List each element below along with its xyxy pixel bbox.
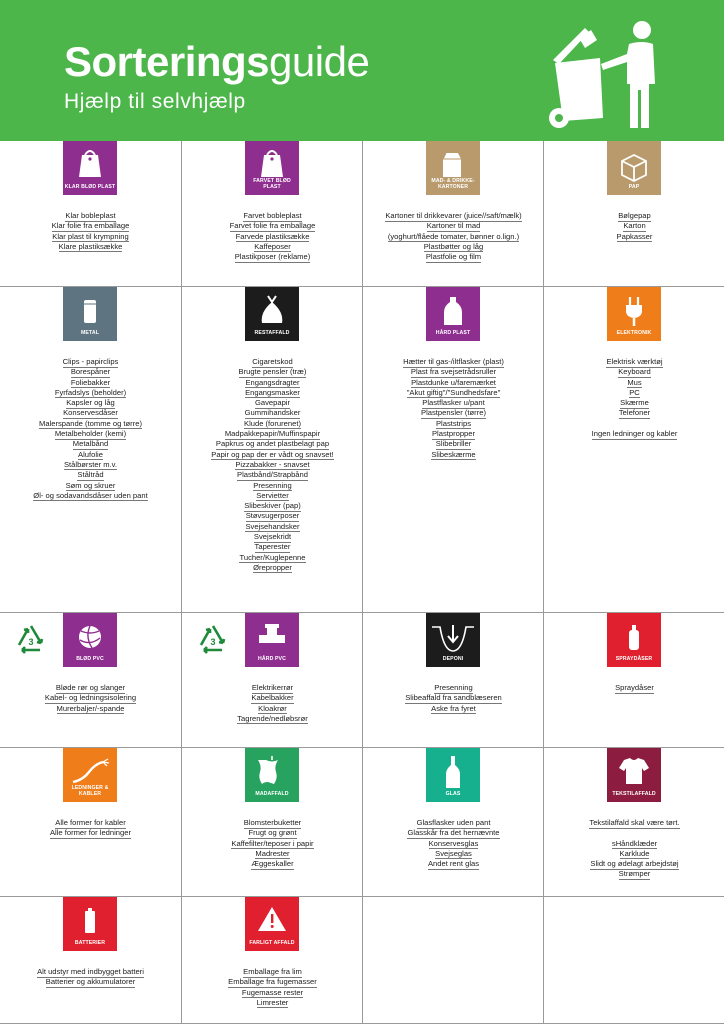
list-item: Slibeskiver (pap): [244, 501, 301, 511]
list-item: Cigaretskod: [252, 357, 293, 366]
list-item: Æggeskaller: [251, 859, 294, 869]
list-item: Fyrfadslys (beholder): [54, 387, 127, 397]
category-badge: [426, 748, 480, 802]
category-items: [182, 818, 363, 869]
category-badge: [63, 287, 117, 341]
list-item: Støvsugerposer: [245, 511, 300, 521]
list-item: Keyboard: [618, 367, 651, 377]
list-item: Klude (forurenet): [244, 418, 301, 428]
list-item: Plast fra svejsetrådsruller: [410, 367, 497, 377]
category-label: BATTERIER: [74, 940, 106, 946]
list-item: Tucher/Kuglepenne: [239, 552, 306, 562]
list-item: Plastdunke u/faremærket: [411, 377, 496, 387]
list-item: Svejseglas: [435, 848, 472, 858]
list-item: Frugt og grønt: [248, 828, 297, 838]
category-badge: [63, 748, 117, 802]
recycle-code-icon: [196, 623, 230, 657]
category-label: HÅRD PVC: [258, 656, 286, 662]
list-item: Plastpensler (tørre): [421, 408, 486, 418]
list-item: Klar bobleplast: [65, 211, 116, 220]
list-item: Strømper: [618, 869, 651, 879]
category-badge: [245, 613, 299, 667]
category-cell: [181, 287, 362, 612]
category-items: [363, 211, 544, 262]
category-label: PAP: [628, 184, 640, 190]
category-badge: [63, 897, 117, 951]
list-item: Servietter: [256, 490, 289, 500]
list-item: Alle former for kabler: [55, 818, 126, 827]
list-item: Elektrisk værktøj: [606, 357, 663, 366]
category-label: KLAR BLØD PLAST: [64, 184, 116, 190]
category-label: FARVET BLØD PLAST: [253, 178, 291, 190]
category-label: TEKSTILAFFALD: [612, 791, 656, 797]
list-item: Brugte pensler (træ): [238, 367, 307, 377]
recycle-code-icon: [14, 623, 48, 657]
list-item: Borespåner: [70, 367, 111, 377]
list-item: Søm og skruer: [65, 480, 116, 490]
list-item: Farvet folie fra emballage: [229, 221, 316, 231]
list-item: Bølgepap: [618, 211, 651, 220]
category-items: [0, 211, 181, 252]
category-cell: [0, 141, 181, 286]
category-badge: [245, 141, 299, 195]
category-cell: [362, 287, 543, 612]
category-items: [0, 357, 181, 501]
category-items: [363, 818, 544, 869]
list-item: Konservesdåser: [63, 408, 118, 418]
list-item: Malerspande (tomme og tørre): [39, 418, 142, 428]
list-item: Glasskår fra det hernævnte: [407, 828, 500, 838]
list-item: Elektrikerrør: [251, 683, 294, 692]
list-item: Andet rent glas: [427, 859, 480, 869]
category-items: [182, 967, 363, 1008]
category-label: MADAFFALD: [255, 791, 289, 797]
category-items: [363, 357, 544, 460]
category-items: [544, 683, 724, 693]
list-item: Stålbørster m.v.: [63, 459, 118, 469]
category-label: DEPONI: [442, 656, 464, 662]
category-badge: [63, 613, 117, 667]
list-item: Taperester: [254, 542, 291, 552]
category-badge: [426, 287, 480, 341]
category-items: [0, 818, 181, 839]
list-item: Papkrus og andet plastbelagt pap: [215, 439, 330, 449]
recycle-code-number: 3: [210, 637, 216, 647]
list-item: Skærme: [620, 398, 649, 408]
list-item: Engangsdragter: [245, 377, 300, 387]
list-item: Foliebakker: [70, 377, 111, 387]
list-item: Pizzabakker - snavset: [235, 459, 310, 469]
category-badge: [245, 748, 299, 802]
list-item: Emballage fra lim: [243, 967, 302, 976]
list-item: Plastbøtter og låg: [423, 241, 484, 251]
category-cell: [0, 287, 181, 612]
category-items: [182, 357, 363, 573]
category-cell: [181, 897, 362, 1023]
category-row: [0, 613, 724, 748]
category-row: [0, 748, 724, 897]
list-item: Ståltråd: [77, 470, 104, 480]
list-item: Batterier og akkumulatorer: [45, 977, 136, 987]
list-item: Svejsekridt: [253, 532, 292, 542]
list-item: Konservesglas: [428, 838, 479, 848]
list-item: Klare plastiksække: [58, 241, 123, 251]
category-grid: [0, 141, 724, 1024]
list-item: Kartoner til drikkevarer (juice//saft/mælk): [385, 211, 522, 220]
title-bold: Sorterings: [64, 38, 270, 85]
list-item: Murerbaljer/-spande: [56, 703, 125, 713]
category-cell: [0, 897, 181, 1023]
category-label: LEDNINGER & KABLER: [71, 785, 109, 797]
list-item: Plaststrips: [435, 418, 472, 428]
list-item: Glasflasker uden pant: [416, 818, 491, 827]
list-item: Plastbånd/Strapbånd: [237, 470, 308, 480]
list-item: Kloakrør: [258, 703, 287, 713]
category-cell: [362, 613, 543, 747]
list-item: Presenning: [253, 480, 292, 490]
list-item: Mus: [627, 377, 642, 387]
category-row: [0, 897, 724, 1024]
list-item: Slibebriller: [435, 439, 472, 449]
category-items: [544, 211, 724, 242]
list-item: Øl- og sodavandsdåser uden pant: [33, 490, 148, 500]
title-light: guide: [269, 38, 370, 85]
list-item: Telefoner: [618, 408, 651, 418]
list-item: Farvet bobleplast: [243, 211, 302, 220]
category-label: BLØD PVC: [76, 656, 104, 662]
category-cell: [181, 613, 362, 747]
list-item: Karklude: [619, 848, 650, 858]
category-badge: [63, 141, 117, 195]
category-badge: [426, 141, 480, 195]
list-item: Kapsler og låg: [66, 398, 115, 408]
list-item: Aske fra fyret: [431, 703, 476, 713]
category-badge: [245, 287, 299, 341]
list-item: Madrester: [255, 848, 290, 858]
category-badge: [607, 141, 661, 195]
list-item: Emballage fra fugemasser: [228, 977, 317, 987]
list-item: Limrester: [256, 997, 289, 1007]
waste-bin-person-icon: [545, 18, 665, 133]
list-item: Farvede plastiksække: [235, 231, 310, 241]
list-item: Plastfolie og film: [425, 252, 482, 262]
list-item: Engangsmasker: [245, 387, 300, 397]
category-cell: [362, 141, 543, 286]
category-cell: [181, 748, 362, 896]
category-badge: [607, 287, 661, 341]
category-items: [182, 683, 363, 724]
category-label: FARLIGT AFFALD: [249, 940, 295, 946]
list-item: Ørepropper: [253, 562, 292, 572]
list-item: Kabelbakker: [251, 693, 294, 703]
list-item: Hætter til gas-/iltflasker (plast): [403, 357, 504, 366]
category-items: [544, 818, 724, 880]
list-item: Metalbeholder (kemi): [54, 429, 127, 439]
list-item: Slibeaffald fra sandblæseren: [405, 693, 502, 703]
list-item: Slibeskærme: [431, 449, 476, 459]
list-item: Alufolie: [78, 449, 103, 459]
category-items: [363, 683, 544, 714]
list-item: Kaffefilter/teposer i papir: [231, 838, 314, 848]
list-item: Kartoner til mad: [426, 221, 481, 231]
category-row: [0, 287, 724, 613]
list-item: Slidt og ødelagt arbejdstøj: [590, 859, 679, 869]
list-item: Plastpropper: [431, 429, 476, 439]
category-items: [182, 211, 363, 262]
category-items: [0, 683, 181, 714]
list-item: Gavepapir: [254, 398, 291, 408]
list-item: Fugemasse rester: [241, 987, 304, 997]
category-cell: [543, 141, 724, 286]
category-cell: [543, 613, 724, 747]
list-item: Tagrende/nedløbsrør: [237, 713, 308, 723]
category-cell: [543, 897, 724, 1023]
list-item: Blomsterbuketter: [243, 818, 302, 827]
list-item: Spraydåser: [615, 683, 654, 692]
list-item: Papir og pap der er vådt og snavset!: [211, 449, 334, 459]
list-item: Kaffeposer: [254, 241, 291, 251]
category-cell: [0, 613, 181, 747]
list-item: PC: [629, 387, 640, 397]
list-item: Clips - papirclips: [62, 357, 119, 366]
category-label: RESTAFFALD: [254, 330, 290, 336]
category-cell: [181, 141, 362, 286]
list-item: Kabel- og ledningsisolering: [44, 693, 137, 703]
category-row: [0, 141, 724, 287]
category-label: SPRAYDÅSER: [615, 656, 653, 662]
list-item: Klar plast til krympning: [52, 231, 129, 241]
list-item: Karton: [623, 221, 646, 231]
category-label: ELEKTRONIK: [616, 330, 652, 336]
category-label: HÅRD PLAST: [435, 330, 471, 336]
list-item: sHåndklæder: [611, 838, 658, 848]
list-item: "Akut giftig"/"Sundhedsfare": [406, 387, 501, 397]
category-items: [0, 967, 181, 988]
list-item: Madpakkepapir/Muffinspapir: [224, 429, 321, 439]
list-item: Plastflasker u/pant: [422, 398, 485, 408]
list-item: Alle former for ledninger: [49, 828, 132, 838]
page-subtitle: Hjælp til selvhjælp: [64, 90, 246, 113]
header-banner: [0, 0, 724, 141]
category-cell: [543, 748, 724, 896]
list-item: Alt udstyr med indbygget batteri: [37, 967, 144, 976]
category-label: METAL: [81, 330, 99, 336]
list-item: Gummihandsker: [244, 408, 301, 418]
list-item: Metalbånd: [72, 439, 109, 449]
category-label: GLAS: [445, 791, 461, 797]
category-badge: [607, 613, 661, 667]
category-cell: [543, 287, 724, 612]
recycle-code-number: 3: [28, 637, 34, 647]
list-item: Papkasser: [616, 231, 653, 241]
category-label: MAD- & DRIKKE-KARTONER: [431, 178, 475, 190]
category-badge: [245, 897, 299, 951]
list-item: Presenning: [434, 683, 473, 692]
page-title: [64, 38, 369, 86]
category-badge: [426, 613, 480, 667]
category-cell: [362, 897, 543, 1023]
list-item: Ingen ledninger og kabler: [591, 429, 678, 439]
category-cell: [0, 748, 181, 896]
category-badge: [607, 748, 661, 802]
list-item: (yoghurt/flåede tomater, bønner o.lign.): [387, 231, 520, 241]
list-item: Klar folie fra emballage: [51, 221, 130, 231]
category-items: [544, 357, 724, 439]
list-item: Plastikposer (reklame): [234, 252, 311, 262]
list-item: Tekstilaffald skal være tørt.: [589, 818, 680, 827]
category-cell: [362, 748, 543, 896]
list-item: Svejsehandsker: [245, 521, 300, 531]
list-item: Bløde rør og slanger: [55, 683, 126, 692]
